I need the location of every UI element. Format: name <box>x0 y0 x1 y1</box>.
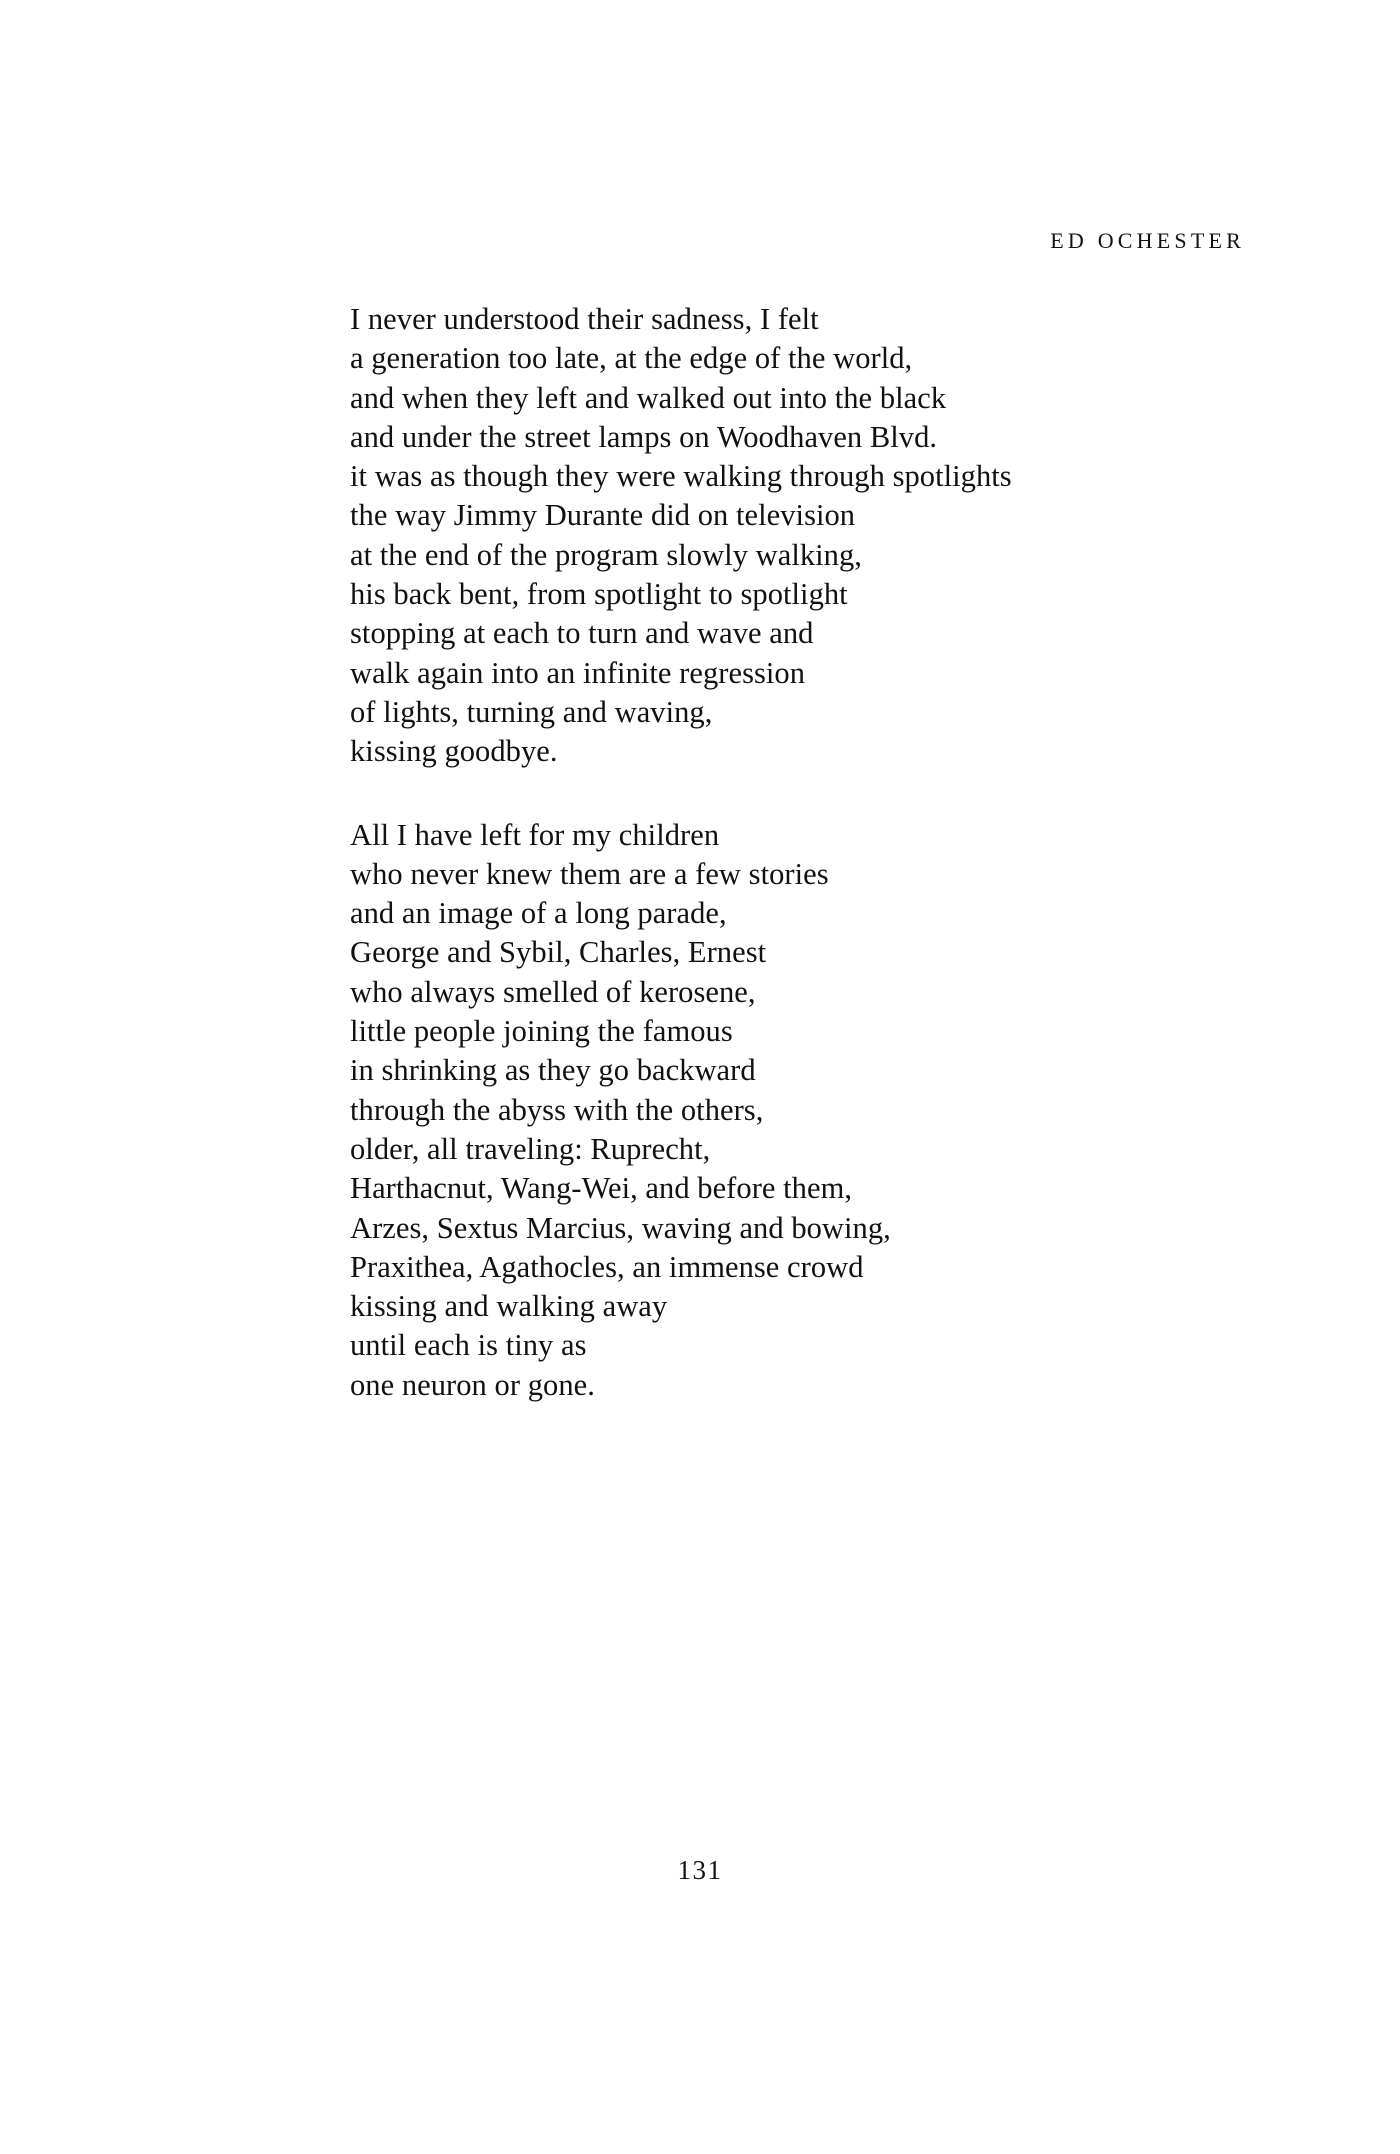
poem-line: until each is tiny as <box>350 1328 587 1363</box>
poem-line: who never knew them are a few stories <box>350 856 829 891</box>
poem-line: one neuron or gone. <box>350 1367 595 1402</box>
poem-body <box>350 300 1250 1405</box>
poem-stanza <box>350 816 1250 1405</box>
poem-line: in shrinking as they go backward <box>350 1053 756 1088</box>
poem-line: through the abyss with the others, <box>350 1092 764 1127</box>
poem-line: a generation too late, at the edge of the world, <box>350 341 913 376</box>
poem-line: who always smelled of kerosene, <box>350 974 756 1009</box>
poem-line: and under the street lamps on Woodhaven Blvd. <box>350 419 938 454</box>
poem-line: at the end of the program slowly walking, <box>350 537 862 572</box>
poem-stanza <box>350 300 1250 772</box>
poem-line: kissing and walking away <box>350 1289 668 1324</box>
poem-line: I never understood their sadness, I felt <box>350 302 819 336</box>
poem-line: and when they left and walked out into the black <box>350 380 947 415</box>
page-number: 131 <box>677 1855 723 1885</box>
poem-line: older, all traveling: Ruprecht, <box>350 1131 711 1166</box>
running-head: ED OCHESTER <box>1050 228 1245 253</box>
poem-line: walk again into an infinite regression <box>350 655 806 690</box>
poem-line: his back bent, from spotlight to spotlight <box>350 577 848 612</box>
poem-line: little people joining the famous <box>350 1014 733 1049</box>
poem-line: Arzes, Sextus Marcius, waving and bowing, <box>350 1210 891 1245</box>
poem-line: stopping at each to turn and wave and <box>350 616 814 651</box>
poem-line: All I have left for my children <box>350 817 720 852</box>
poem-line: it was as though they were walking through spotlights <box>350 459 1012 494</box>
poem-line: kissing goodbye. <box>350 734 558 769</box>
poem-line: the way Jimmy Durante did on television <box>350 498 856 533</box>
poem-line: Praxithea, Agathocles, an immense crowd <box>350 1249 864 1284</box>
poem-line: Harthacnut, Wang-Wei, and before them, <box>350 1171 853 1206</box>
poem-line: and an image of a long parade, <box>350 896 727 931</box>
poem-line: of lights, turning and waving, <box>350 694 713 729</box>
poem-line: George and Sybil, Charles, Ernest <box>350 935 767 970</box>
